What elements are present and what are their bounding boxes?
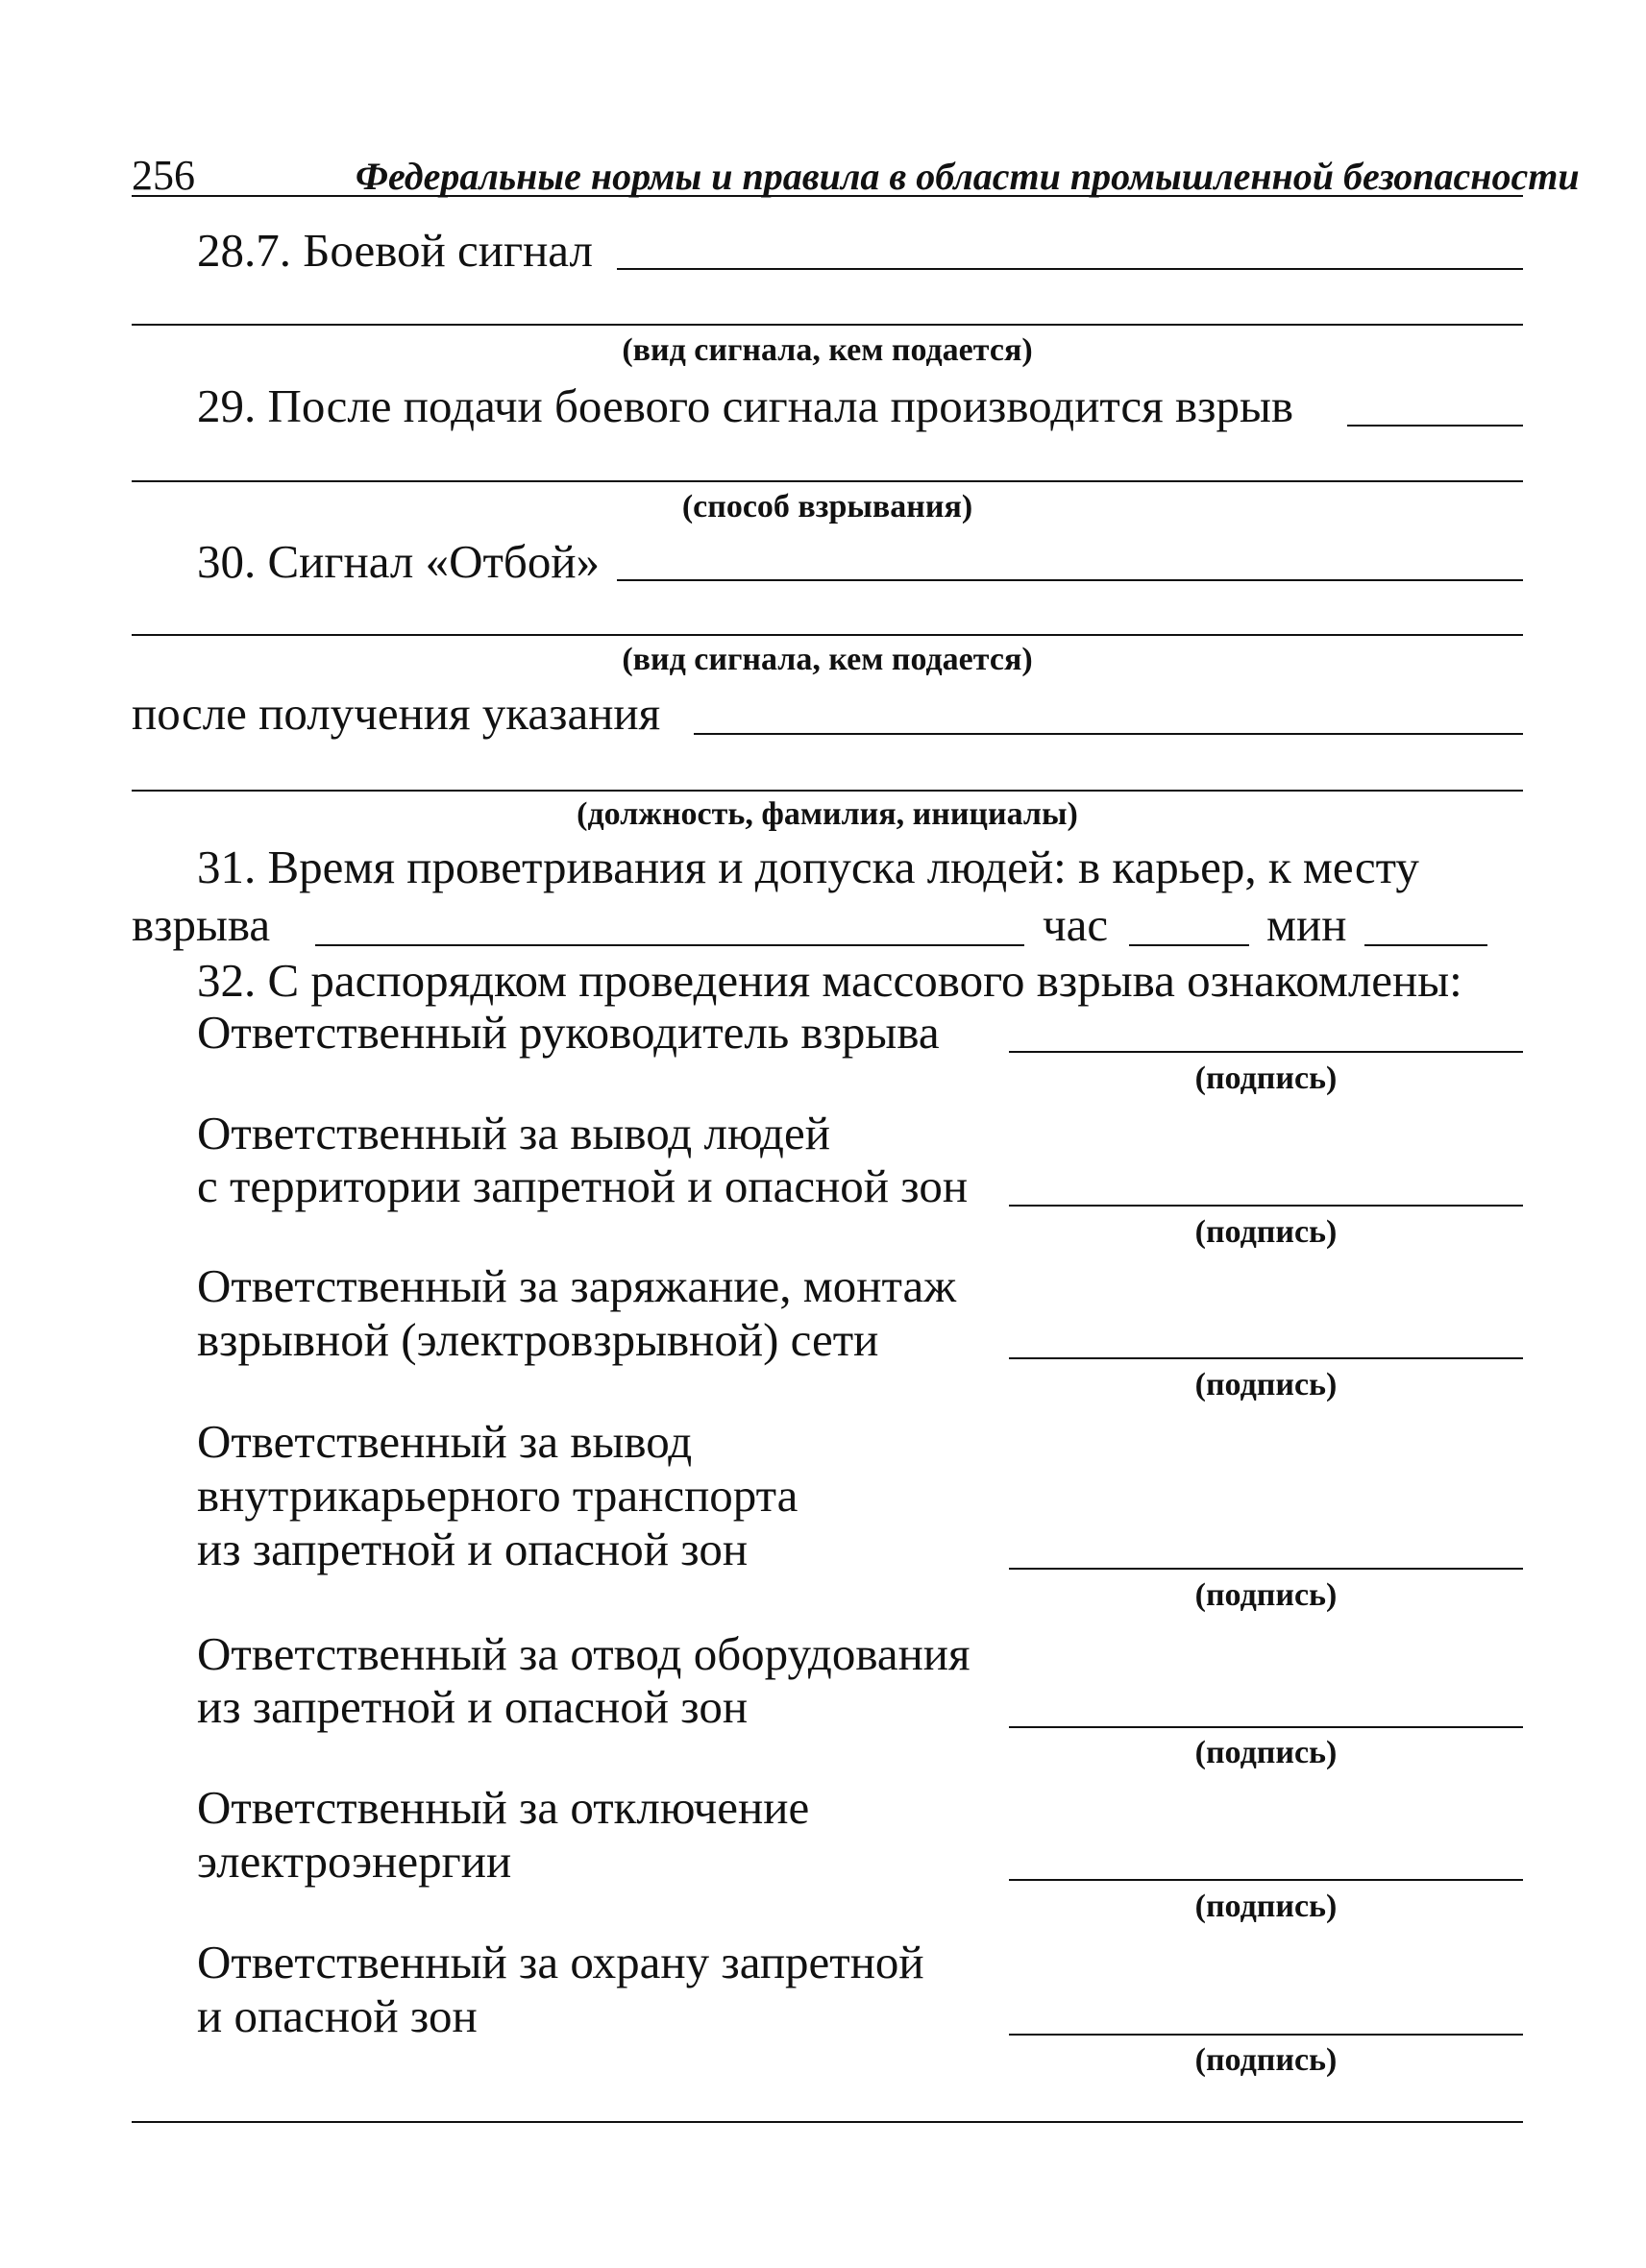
item-30-after-caption: (должность, фамилия, инициалы) xyxy=(577,796,1078,832)
item-31-minutes-label: мин xyxy=(1266,898,1347,951)
item-29-label: 29. После подачи боевого сигнала производится взрыв xyxy=(197,379,1294,432)
running-header-title: Федеральные нормы и правила в области промышленной безопасности xyxy=(356,155,1580,198)
signature-caption: (подпись) xyxy=(1194,1367,1338,1402)
signer-line: из запретной и опасной зон xyxy=(197,1680,749,1733)
signer-line: Ответственный за вывод людей xyxy=(197,1107,830,1159)
footer-rule xyxy=(132,2121,1523,2123)
item-28-7-fill-line-2 xyxy=(132,324,1523,326)
item-30-fill-line xyxy=(617,579,1523,581)
item-31-hours-label: час xyxy=(1043,898,1109,951)
signer-line: Ответственный руководитель взрыва xyxy=(197,1006,940,1059)
item-30-fill-line-2 xyxy=(132,634,1523,636)
signature-caption: (подпись) xyxy=(1194,1061,1338,1096)
item-28-7-label: 28.7. Боевой сигнал xyxy=(197,224,593,277)
signer-line: Ответственный за отключение xyxy=(197,1781,810,1834)
signature-line xyxy=(1009,2034,1523,2036)
signature-line xyxy=(1009,1205,1523,1207)
signature-line xyxy=(1009,1357,1523,1359)
item-30-after-fill-line-2 xyxy=(132,790,1523,792)
item-31-minutes-line xyxy=(1364,944,1487,946)
item-31-hours-line xyxy=(1129,944,1249,946)
item-31-line-2-start: взрыва xyxy=(132,898,271,951)
signature-caption: (подпись) xyxy=(1194,2042,1338,2078)
item-28-7-caption: (вид сигнала, кем подается) xyxy=(622,332,1033,368)
signature-line xyxy=(1009,1879,1523,1881)
signer-line: Ответственный за вывод xyxy=(197,1415,693,1468)
signature-line xyxy=(1009,1051,1523,1053)
signer-line: электроэнергии xyxy=(197,1835,512,1888)
signer-line: и опасной зон xyxy=(197,1989,478,2042)
signature-caption: (подпись) xyxy=(1194,1577,1338,1613)
signer-line: взрывной (электровзрывной) сети xyxy=(197,1313,879,1366)
item-31-line-1: 31. Время проветривания и допуска людей: в карьер, к месту xyxy=(197,841,1419,893)
signature-caption: (подпись) xyxy=(1194,1214,1338,1250)
header-rule xyxy=(132,195,1523,197)
signer-line: внутрикарьерного транспорта xyxy=(197,1469,798,1522)
item-30-after-label: после получения указания xyxy=(132,687,661,740)
signer-line: из запретной и опасной зон xyxy=(197,1523,749,1575)
page-number: 256 xyxy=(132,152,195,199)
signature-line xyxy=(1009,1568,1523,1570)
signer-line: Ответственный за отвод оборудования xyxy=(197,1627,970,1680)
item-30-after-fill-line xyxy=(694,733,1523,735)
item-30-caption: (вид сигнала, кем подается) xyxy=(622,642,1033,677)
signer-line: Ответственный за охрану запретной xyxy=(197,1936,924,1988)
item-29-fill-line xyxy=(1347,425,1523,427)
item-29-fill-line-2 xyxy=(132,480,1523,482)
signature-caption: (подпись) xyxy=(1194,1889,1338,1924)
signer-line: Ответственный за заряжание, монтаж xyxy=(197,1259,957,1312)
item-28-7-fill-line xyxy=(617,268,1523,270)
item-29-caption: (способ взрывания) xyxy=(681,489,973,524)
signer-line: с территории запретной и опасной зон xyxy=(197,1159,969,1212)
item-30-label: 30. Сигнал «Отбой» xyxy=(197,535,601,588)
signature-line xyxy=(1009,1726,1523,1728)
item-31-place-line xyxy=(315,944,1024,946)
signature-caption: (подпись) xyxy=(1194,1735,1338,1770)
item-32-intro: 32. С распорядком проведения массового взрыва ознакомлены: xyxy=(197,954,1462,1007)
